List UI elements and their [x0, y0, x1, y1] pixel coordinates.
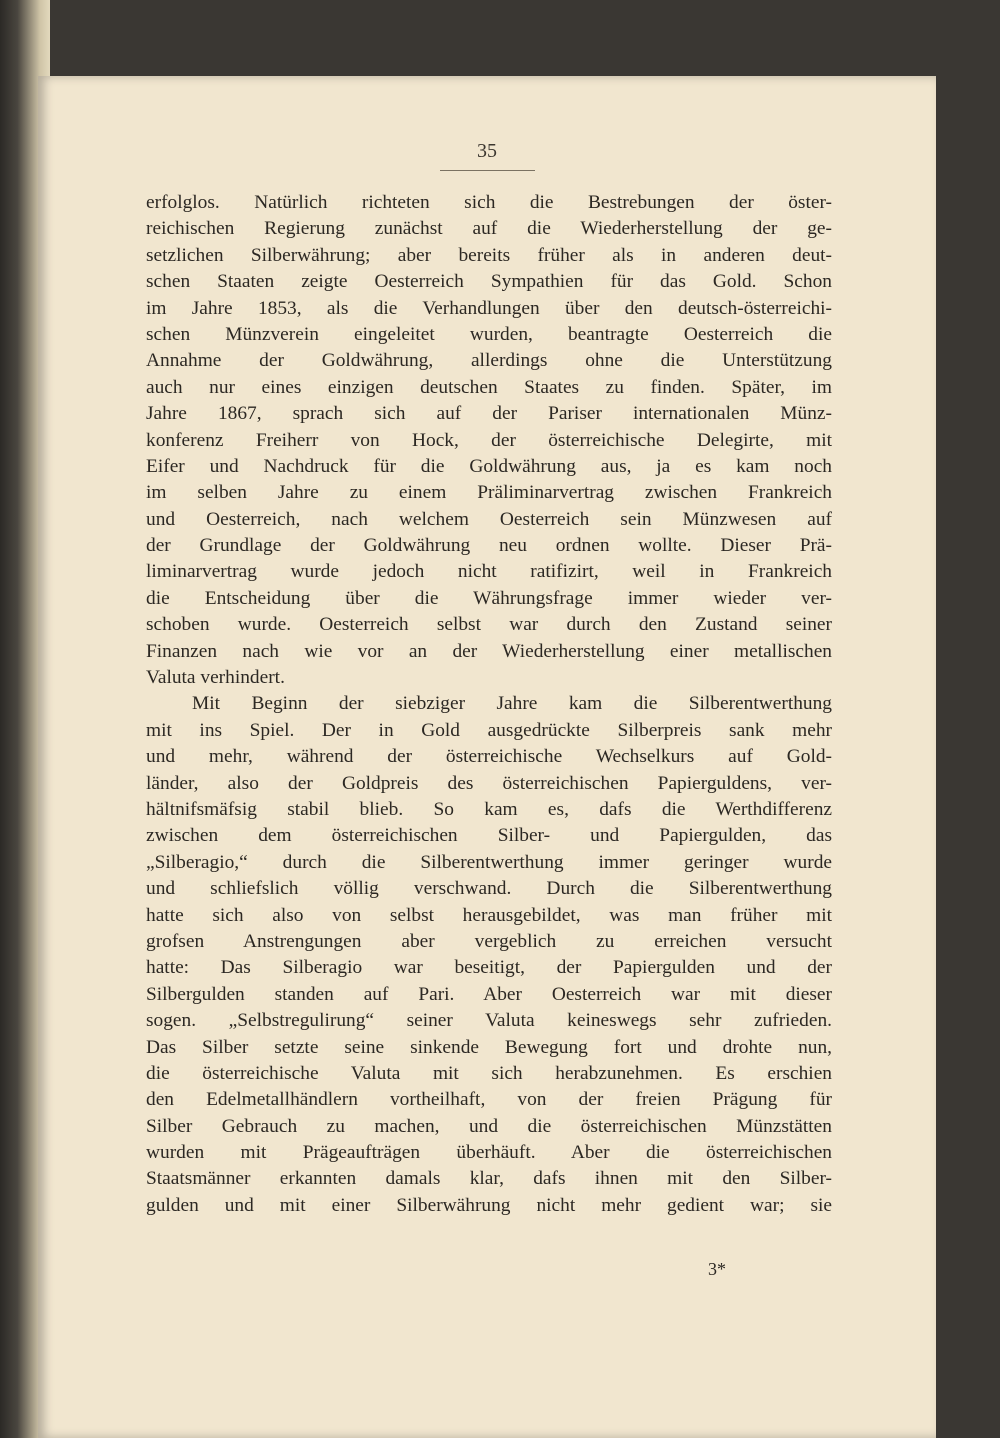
- page-number-rule: [440, 170, 535, 171]
- text-line: Annahme der Goldwährung, allerdings ohne die Unterstützung: [146, 350, 832, 372]
- text-line: der Grundlage der Goldwährung neu ordnen wollte. Dieser Prä-: [146, 535, 832, 557]
- text-line: gulden und mit einer Silberwährung nicht mehr gedient war; sie: [146, 1194, 832, 1216]
- paragraph: [146, 691, 832, 1219]
- text-line: die österreichische Valuta mit sich herabzunehmen. Es erschien: [146, 1062, 832, 1084]
- text-line: zwischen dem österreichischen Silber- und Papiergulden, das: [146, 825, 832, 847]
- text-line: und mehr, während der österreichische Wechselkurs auf Gold-: [146, 746, 832, 768]
- text-line: setzlichen Silberwährung; aber bereits früher als in anderen deut-: [146, 244, 832, 266]
- text-line: Finanzen nach wie vor an der Wiederherstellung einer metallischen: [146, 640, 832, 662]
- signature-mark: 3*: [708, 1259, 726, 1279]
- text-line: Mit Beginn der siebziger Jahre kam die Silberentwerthung: [192, 693, 832, 715]
- text-line: Staatsmänner erkannten damals klar, dafs ihnen mit den Silber-: [146, 1168, 832, 1190]
- text-line: und schliefslich völlig verschwand. Durch die Silberentwerthung: [146, 878, 832, 900]
- text-line: schoben wurde. Oesterreich selbst war durch den Zustand seiner: [146, 614, 832, 636]
- text-line: im selben Jahre zu einem Präliminarvertrag zwischen Frankreich: [146, 482, 832, 504]
- text-line: den Edelmetallhändlern vortheilhaft, von der freien Prägung für: [146, 1089, 832, 1111]
- text-line: Eifer und Nachdruck für die Goldwährung aus, ja es kam noch: [146, 455, 832, 477]
- text-line: schen Münzverein eingeleitet wurden, beantragte Oesterreich die: [146, 323, 832, 345]
- text-line: hältnifsmäfsig stabil blieb. So kam es, dafs die Werthdifferenz: [146, 798, 832, 820]
- text-line: „Silberagio,“ durch die Silberentwerthung immer geringer wurde: [146, 851, 832, 873]
- body-text: [146, 190, 832, 1219]
- text-line: Jahre 1867, sprach sich auf der Pariser internationalen Münz-: [146, 403, 832, 425]
- text-line: grofsen Anstrengungen aber vergeblich zu erreichen versucht: [146, 930, 832, 952]
- text-line: erfolglos. Natürlich richteten sich die Bestrebungen der öster-: [146, 192, 832, 213]
- text-line: reichischen Regierung zunächst auf die Wiederherstellung der ge-: [146, 218, 832, 240]
- text-line: Silber Gebrauch zu machen, und die österreichischen Münzstätten: [146, 1115, 832, 1137]
- text-line: Valuta verhindert.: [146, 667, 285, 689]
- text-line: die Entscheidung über die Währungsfrage immer wieder ver-: [146, 587, 832, 609]
- text-line: konferenz Freiherr von Hock, der österreichische Delegirte, mit: [146, 429, 832, 451]
- text-line: liminarvertrag wurde jedoch nicht ratifizirt, weil in Frankreich: [146, 561, 832, 583]
- text-line: Das Silber setzte seine sinkende Bewegung fort und drohte nun,: [146, 1036, 832, 1058]
- text-line: auch nur eines einzigen deutschen Staates zu finden. Später, im: [146, 376, 832, 398]
- text-line: und Oesterreich, nach welchem Oesterreich sein Münzwesen auf: [146, 508, 832, 530]
- page-number: 35: [477, 140, 497, 162]
- text-line: im Jahre 1853, als die Verhandlungen über den deutsch-österreichi-: [146, 297, 832, 319]
- book-page: [38, 76, 936, 1438]
- text-line: Silbergulden standen auf Pari. Aber Oesterreich war mit dieser: [146, 983, 832, 1005]
- text-line: sogen. „Selbstregulirung“ seiner Valuta keineswegs sehr zufrieden.: [146, 1010, 832, 1032]
- text-line: mit ins Spiel. Der in Gold ausgedrückte Silberpreis sank mehr: [146, 719, 832, 741]
- paragraph: [146, 190, 832, 691]
- text-line: hatte: Das Silberagio war beseitigt, der Papiergulden und der: [146, 957, 832, 979]
- text-line: länder, also der Goldpreis des österreichischen Papierguldens, ver-: [146, 772, 832, 794]
- text-line: schen Staaten zeigte Oesterreich Sympathien für das Gold. Schon: [146, 271, 832, 293]
- text-line: hatte sich also von selbst herausgebildet, was man früher mit: [146, 904, 832, 926]
- text-line: wurden mit Prägeaufträgen überhäuft. Aber die österreichischen: [146, 1142, 832, 1164]
